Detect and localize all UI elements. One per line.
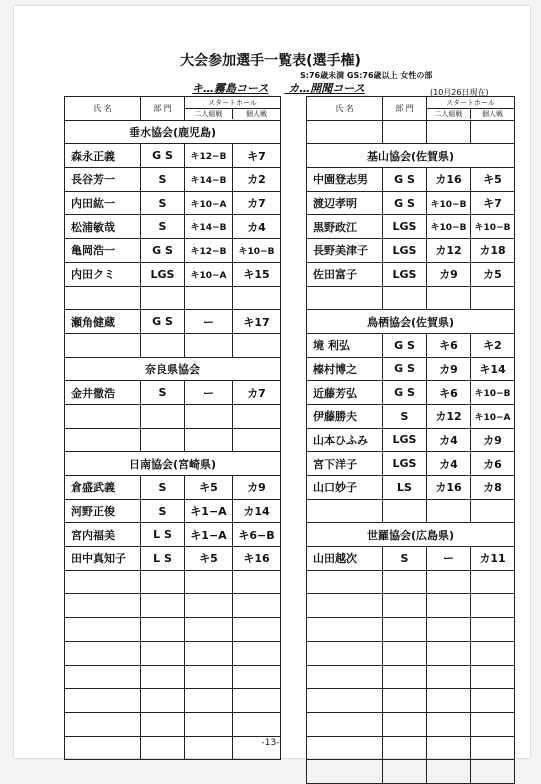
pair-start-cell: キ6 bbox=[427, 333, 471, 357]
division-cell: LGS bbox=[141, 262, 185, 286]
empty-row bbox=[307, 570, 515, 594]
right-player-table bbox=[306, 96, 515, 784]
division-cell: S bbox=[383, 547, 427, 571]
empty-cell bbox=[65, 665, 141, 689]
empty-row bbox=[307, 594, 515, 618]
player-name: 黒野政江 bbox=[307, 215, 383, 239]
empty-cell bbox=[383, 286, 427, 310]
empty-row bbox=[65, 594, 281, 618]
empty-cell bbox=[307, 641, 383, 665]
empty-cell bbox=[233, 689, 281, 713]
empty-cell bbox=[185, 712, 233, 736]
empty-row bbox=[65, 712, 281, 736]
pair-start-cell: カ16 bbox=[427, 476, 471, 500]
player-name: 金井徹浩 bbox=[65, 381, 141, 405]
header-start-hole bbox=[427, 97, 515, 121]
pair-start-cell: カ4 bbox=[427, 428, 471, 452]
individual-start-cell: キ7 bbox=[233, 144, 281, 168]
division-cell: LGS bbox=[383, 215, 427, 239]
table-row bbox=[65, 523, 281, 547]
empty-cell bbox=[233, 286, 281, 310]
empty-cell bbox=[427, 712, 471, 736]
association-name: 鳥栖協会(佐賀県) bbox=[307, 310, 515, 334]
empty-cell bbox=[307, 286, 383, 310]
empty-cell bbox=[233, 333, 281, 357]
division-cell: S bbox=[141, 476, 185, 500]
individual-start-cell: キ2 bbox=[471, 333, 515, 357]
table-row bbox=[307, 215, 515, 239]
empty-row bbox=[65, 286, 281, 310]
empty-cell bbox=[185, 618, 233, 642]
association-name: 奈良県協会 bbox=[65, 357, 281, 381]
player-name: 中園登志男 bbox=[307, 168, 383, 192]
empty-cell bbox=[185, 286, 233, 310]
empty-cell bbox=[65, 594, 141, 618]
header-pair: 二人組戦 bbox=[434, 109, 463, 118]
individual-start-cell: キ5 bbox=[471, 168, 515, 192]
empty-cell bbox=[471, 689, 515, 713]
category-legend: S:76歳未満 GS:76歳以上 女性の部 bbox=[300, 71, 433, 80]
table-header bbox=[65, 97, 281, 121]
table-row bbox=[307, 357, 515, 381]
player-name: 長野美津子 bbox=[307, 239, 383, 263]
empty-cell bbox=[233, 404, 281, 428]
empty-cell bbox=[233, 641, 281, 665]
table-row bbox=[307, 404, 515, 428]
empty-row bbox=[307, 689, 515, 713]
empty-cell bbox=[185, 570, 233, 594]
association-header-row bbox=[65, 357, 281, 381]
empty-cell bbox=[307, 618, 383, 642]
pair-start-cell: カ9 bbox=[427, 357, 471, 381]
header-name: 氏 名 bbox=[307, 97, 383, 121]
header-division: 部 門 bbox=[141, 97, 185, 121]
pair-start-cell: キ10−B bbox=[427, 191, 471, 215]
empty-cell bbox=[427, 641, 471, 665]
course-kirishima: キ…霧島コース bbox=[192, 82, 269, 95]
player-name: 倉盛武義 bbox=[65, 476, 141, 500]
table-row bbox=[307, 333, 515, 357]
table-row bbox=[307, 191, 515, 215]
division-cell: LGS bbox=[383, 428, 427, 452]
pair-start-cell: キ5 bbox=[185, 476, 233, 500]
empty-cell bbox=[383, 712, 427, 736]
empty-cell bbox=[141, 665, 185, 689]
individual-start-cell: キ6−B bbox=[233, 523, 281, 547]
empty-cell bbox=[471, 712, 515, 736]
empty-cell bbox=[233, 665, 281, 689]
empty-cell bbox=[471, 286, 515, 310]
table-row bbox=[307, 239, 515, 263]
empty-row bbox=[65, 570, 281, 594]
association-header-row bbox=[307, 144, 515, 168]
empty-row bbox=[307, 760, 515, 784]
player-name: 内田紘一 bbox=[65, 191, 141, 215]
page-number: -13- bbox=[261, 738, 280, 748]
empty-cell bbox=[471, 570, 515, 594]
header-division: 部 門 bbox=[383, 97, 427, 121]
empty-row bbox=[307, 665, 515, 689]
empty-cell bbox=[471, 594, 515, 618]
player-name: 宮下洋子 bbox=[307, 452, 383, 476]
individual-start-cell: キ7 bbox=[471, 191, 515, 215]
empty-cell bbox=[307, 120, 383, 144]
empty-cell bbox=[471, 120, 515, 144]
individual-start-cell: キ10−B bbox=[471, 215, 515, 239]
empty-cell bbox=[307, 570, 383, 594]
individual-start-cell: キ17 bbox=[233, 310, 281, 334]
empty-cell bbox=[141, 333, 185, 357]
player-name: 宮内福美 bbox=[65, 523, 141, 547]
pair-start-cell: カ12 bbox=[427, 239, 471, 263]
division-cell: G S bbox=[383, 381, 427, 405]
empty-cell bbox=[427, 760, 471, 784]
empty-cell bbox=[141, 428, 185, 452]
empty-cell bbox=[185, 641, 233, 665]
table-row bbox=[65, 381, 281, 405]
header-pair: 二人組戦 bbox=[194, 109, 223, 118]
empty-cell bbox=[307, 594, 383, 618]
empty-cell bbox=[65, 618, 141, 642]
player-name: 長谷芳一 bbox=[65, 168, 141, 192]
empty-cell bbox=[471, 618, 515, 642]
empty-cell bbox=[383, 665, 427, 689]
empty-row bbox=[65, 665, 281, 689]
left-player-table bbox=[64, 96, 281, 760]
empty-cell bbox=[427, 618, 471, 642]
table-row bbox=[65, 262, 281, 286]
division-cell: L S bbox=[141, 523, 185, 547]
empty-cell bbox=[307, 689, 383, 713]
individual-start-cell: キ14 bbox=[471, 357, 515, 381]
empty-cell bbox=[233, 570, 281, 594]
division-cell: S bbox=[141, 381, 185, 405]
player-name: 内田クミ bbox=[65, 262, 141, 286]
empty-cell bbox=[233, 594, 281, 618]
empty-cell bbox=[141, 641, 185, 665]
empty-cell bbox=[427, 499, 471, 523]
empty-cell bbox=[233, 712, 281, 736]
pair-start-cell: キ5 bbox=[185, 547, 233, 571]
empty-row bbox=[307, 712, 515, 736]
player-name: 山口妙子 bbox=[307, 476, 383, 500]
table-row bbox=[307, 428, 515, 452]
empty-cell bbox=[65, 712, 141, 736]
individual-start-cell: カ11 bbox=[471, 547, 515, 571]
individual-start-cell: キ15 bbox=[233, 262, 281, 286]
empty-cell bbox=[185, 665, 233, 689]
division-cell: G S bbox=[141, 310, 185, 334]
empty-cell bbox=[185, 404, 233, 428]
pair-start-cell: キ1−A bbox=[185, 499, 233, 523]
empty-cell bbox=[65, 404, 141, 428]
empty-cell bbox=[471, 499, 515, 523]
table-row bbox=[65, 499, 281, 523]
association-name: 世羅協会(広島県) bbox=[307, 523, 515, 547]
empty-cell bbox=[383, 760, 427, 784]
table-row bbox=[65, 547, 281, 571]
empty-cell bbox=[141, 404, 185, 428]
empty-cell bbox=[141, 689, 185, 713]
header-individual: 個人戦 bbox=[232, 109, 280, 119]
division-cell: L S bbox=[141, 547, 185, 571]
header-name: 氏 名 bbox=[65, 97, 141, 121]
individual-start-cell: キ10−A bbox=[471, 404, 515, 428]
table-row bbox=[65, 191, 281, 215]
player-name: 田中真知子 bbox=[65, 547, 141, 571]
empty-row bbox=[65, 618, 281, 642]
individual-start-cell: カ14 bbox=[233, 499, 281, 523]
empty-cell bbox=[383, 641, 427, 665]
empty-cell bbox=[383, 618, 427, 642]
pair-start-cell: カ4 bbox=[427, 452, 471, 476]
player-name: 近藤芳弘 bbox=[307, 381, 383, 405]
player-name: 伊藤勝夫 bbox=[307, 404, 383, 428]
empty-row bbox=[65, 689, 281, 713]
division-cell: G S bbox=[141, 239, 185, 263]
empty-row bbox=[307, 499, 515, 523]
empty-cell bbox=[65, 641, 141, 665]
association-header-row bbox=[307, 310, 515, 334]
pair-start-cell: キ12−B bbox=[185, 239, 233, 263]
empty-cell bbox=[65, 570, 141, 594]
individual-start-cell: カ9 bbox=[233, 476, 281, 500]
division-cell: S bbox=[141, 191, 185, 215]
division-cell: LGS bbox=[383, 239, 427, 263]
empty-row bbox=[65, 428, 281, 452]
empty-cell bbox=[185, 689, 233, 713]
empty-row bbox=[307, 618, 515, 642]
empty-cell bbox=[185, 594, 233, 618]
player-name: 榛村博之 bbox=[307, 357, 383, 381]
empty-cell bbox=[307, 712, 383, 736]
empty-cell bbox=[65, 689, 141, 713]
empty-cell bbox=[141, 570, 185, 594]
player-name: 佐田富子 bbox=[307, 262, 383, 286]
empty-cell bbox=[141, 286, 185, 310]
pair-start-cell: キ12−B bbox=[185, 144, 233, 168]
individual-start-cell: カ2 bbox=[233, 168, 281, 192]
individual-start-cell: キ16 bbox=[233, 547, 281, 571]
empty-row bbox=[65, 404, 281, 428]
empty-cell bbox=[383, 499, 427, 523]
individual-start-cell: カ7 bbox=[233, 381, 281, 405]
table-row bbox=[65, 239, 281, 263]
empty-row bbox=[65, 641, 281, 665]
player-name: 河野正俊 bbox=[65, 499, 141, 523]
individual-start-cell: カ6 bbox=[471, 452, 515, 476]
course-kaimon: カ…開聞コース bbox=[288, 82, 365, 95]
division-cell: S bbox=[383, 404, 427, 428]
table-row bbox=[65, 168, 281, 192]
pair-start-cell: キ14−B bbox=[185, 168, 233, 192]
empty-cell bbox=[383, 594, 427, 618]
empty-cell bbox=[185, 428, 233, 452]
empty-cell bbox=[427, 665, 471, 689]
association-header-row bbox=[65, 120, 281, 144]
pair-start-cell: キ14−B bbox=[185, 215, 233, 239]
division-cell: S bbox=[141, 499, 185, 523]
individual-start-cell: カ18 bbox=[471, 239, 515, 263]
pair-start-cell: ー bbox=[185, 381, 233, 405]
empty-cell bbox=[233, 428, 281, 452]
player-name: 渡辺孝明 bbox=[307, 191, 383, 215]
course-legend bbox=[192, 80, 381, 96]
empty-cell bbox=[383, 570, 427, 594]
division-cell: G S bbox=[383, 191, 427, 215]
individual-start-cell: キ10−B bbox=[233, 239, 281, 263]
individual-start-cell: カ5 bbox=[471, 262, 515, 286]
division-cell: S bbox=[141, 168, 185, 192]
player-name: 山田越次 bbox=[307, 547, 383, 571]
pair-start-cell: キ10−B bbox=[427, 215, 471, 239]
pair-start-cell: カ16 bbox=[427, 168, 471, 192]
empty-cell bbox=[185, 333, 233, 357]
empty-cell bbox=[427, 570, 471, 594]
player-name: 森永正義 bbox=[65, 144, 141, 168]
table-row bbox=[307, 547, 515, 571]
empty-cell bbox=[65, 428, 141, 452]
empty-cell bbox=[383, 689, 427, 713]
table-row bbox=[307, 381, 515, 405]
player-name: 瀬角健蔵 bbox=[65, 310, 141, 334]
header-start-hole-label: スタートホール bbox=[427, 98, 514, 109]
empty-cell bbox=[427, 594, 471, 618]
pair-start-cell: キ10−A bbox=[185, 262, 233, 286]
player-name: 松浦敏哉 bbox=[65, 215, 141, 239]
table-row bbox=[65, 310, 281, 334]
pair-start-cell: カ9 bbox=[427, 262, 471, 286]
empty-cell bbox=[65, 333, 141, 357]
pair-start-cell: キ1−A bbox=[185, 523, 233, 547]
association-name: 垂水協会(鹿児島) bbox=[65, 120, 281, 144]
empty-row bbox=[65, 333, 281, 357]
empty-cell bbox=[427, 286, 471, 310]
empty-cell bbox=[65, 286, 141, 310]
table-row bbox=[307, 476, 515, 500]
table-header bbox=[307, 97, 515, 121]
pair-start-cell: キ10−A bbox=[185, 191, 233, 215]
date-note: (10月26日現在) bbox=[430, 88, 489, 97]
pair-start-cell: カ12 bbox=[427, 404, 471, 428]
table-row bbox=[307, 168, 515, 192]
division-cell: LS bbox=[383, 476, 427, 500]
division-cell: G S bbox=[383, 333, 427, 357]
pair-start-cell: ー bbox=[185, 310, 233, 334]
division-cell: G S bbox=[383, 168, 427, 192]
association-header-row bbox=[307, 523, 515, 547]
division-cell: LGS bbox=[383, 452, 427, 476]
empty-cell bbox=[471, 641, 515, 665]
empty-row bbox=[307, 641, 515, 665]
pair-start-cell: キ6 bbox=[427, 381, 471, 405]
individual-start-cell: カ4 bbox=[233, 215, 281, 239]
empty-cell bbox=[307, 760, 383, 784]
association-name: 日南協会(宮崎県) bbox=[65, 452, 281, 476]
empty-cell bbox=[307, 665, 383, 689]
empty-cell bbox=[427, 689, 471, 713]
association-header-row bbox=[65, 452, 281, 476]
table-row bbox=[307, 262, 515, 286]
division-cell: S bbox=[141, 215, 185, 239]
player-name: 亀岡浩一 bbox=[65, 239, 141, 263]
empty-cell bbox=[141, 594, 185, 618]
empty-cell bbox=[141, 712, 185, 736]
empty-cell bbox=[141, 618, 185, 642]
header-start-hole bbox=[185, 97, 281, 121]
empty-cell bbox=[471, 760, 515, 784]
individual-start-cell: カ9 bbox=[471, 428, 515, 452]
header-individual: 個人戦 bbox=[470, 109, 514, 119]
division-cell: G S bbox=[383, 357, 427, 381]
empty-cell bbox=[233, 618, 281, 642]
table-row bbox=[65, 476, 281, 500]
individual-start-cell: カ7 bbox=[233, 191, 281, 215]
player-name: 山本ひふみ bbox=[307, 428, 383, 452]
pair-start-cell: ー bbox=[427, 547, 471, 571]
empty-cell bbox=[471, 665, 515, 689]
header-start-hole-label: スタートホール bbox=[185, 98, 280, 109]
empty-cell bbox=[427, 120, 471, 144]
individual-start-cell: キ10−B bbox=[471, 381, 515, 405]
division-cell: G S bbox=[141, 144, 185, 168]
player-name: 境 利弘 bbox=[307, 333, 383, 357]
association-name: 基山協会(佐賀県) bbox=[307, 144, 515, 168]
empty-cell bbox=[307, 499, 383, 523]
empty-cell bbox=[383, 120, 427, 144]
page-title: 大会参加選手一覧表(選手権) bbox=[180, 53, 361, 69]
empty-row bbox=[307, 120, 515, 144]
table-row bbox=[65, 215, 281, 239]
individual-start-cell: カ8 bbox=[471, 476, 515, 500]
empty-row bbox=[307, 286, 515, 310]
table-row bbox=[65, 144, 281, 168]
table-row bbox=[307, 452, 515, 476]
division-cell: LGS bbox=[383, 262, 427, 286]
